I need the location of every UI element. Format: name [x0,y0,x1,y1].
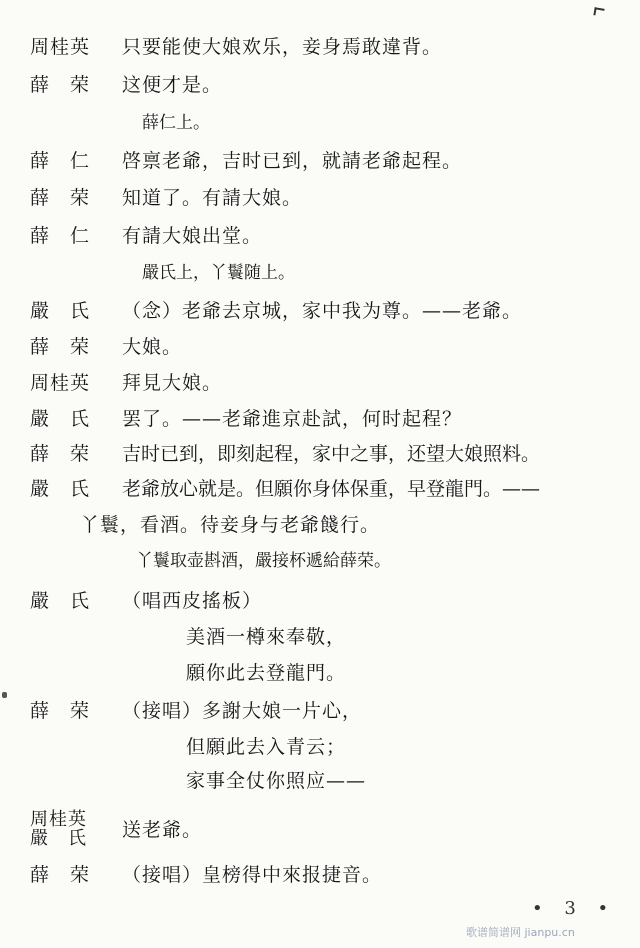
speaker-name: 嚴 氏 [30,478,91,500]
dialogue-line [0,221,640,251]
dialogue-text: （念）老爺去京城，家中我为尊。——老爺。 [122,300,523,322]
speaker-name: 周桂英 [30,809,87,830]
speaker-name: 嚴 氏 [30,300,91,322]
dialogue-text: 有請大娘出堂。 [122,225,263,247]
verse-line [0,732,640,762]
dialogue-line [0,439,640,469]
dialogue-text: 大娘。 [122,336,183,358]
stage-direction-line [0,546,640,576]
dialogue-line [0,696,640,726]
stage-direction: 丫鬟取壶斟酒，嚴接杯遞給薛荣。 [136,551,391,571]
corner-mark [593,7,604,17]
page-number: • 3 • [532,898,617,919]
verse-text: 但願此去入青云； [186,736,347,758]
speaker-name: 薛 荣 [30,443,91,465]
speaker-name: 嚴 氏 [30,590,91,612]
dialogue-text: 老爺放心就是。但願你身体保重，早登龍門。—— [122,478,541,500]
dialogue-text: （接唱）多謝大娘一片心， [122,700,363,722]
speaker-name: 周桂英 [30,372,91,394]
dialogue-line-joint [0,810,640,850]
joint-speakers [30,810,112,848]
speaker-name: 薛 荣 [30,336,91,358]
dialogue-line [0,368,640,398]
dialogue-text: 只要能使大娘欢乐，妾身焉敢違背。 [122,36,443,58]
dialogue-text: （唱西皮搖板） [122,590,263,612]
speaker-name: 薛 仁 [30,150,91,172]
dialogue-text: 啓禀老爺，吉时已到，就請老爺起程。 [122,150,463,172]
speaker-name: 薛 仁 [30,225,91,247]
dialogue-line [0,474,640,504]
dialogue-continuation-line [0,510,640,540]
speaker-name: 周桂英 [30,36,91,58]
stage-direction-line [0,108,640,138]
verse-line [0,658,640,688]
dialogue-line [0,586,640,616]
speaker-name: 薛 荣 [30,74,91,96]
dialogue-line [0,296,640,326]
dialogue-line [0,860,640,890]
verse-text: 願你此去登龍門。 [186,662,347,684]
verse-text: 美酒一樽來奉敬， [186,626,347,648]
dialogue-text: 吉时已到，即刻起程，家中之事，还望大娘照料。 [122,443,541,465]
stage-direction: 嚴氏上，丫鬟随上。 [142,263,295,283]
verse-text: 家事全仗你照应—— [186,770,367,792]
stage-direction: 薛仁上。 [142,113,210,133]
speaker-name: 薛 荣 [30,700,91,722]
dialogue-text: 送老爺。 [122,819,203,841]
verse-line [0,622,640,652]
dialogue-line [0,183,640,213]
watermark: 歌谱简谱网 jianpu.cn [466,926,575,939]
dialogue-text: 这便才是。 [122,74,223,96]
dialogue-text: 丫鬟，看酒。待妾身与老爺餞行。 [80,514,381,536]
verse-line [0,766,640,796]
dialogue-text: 罢了。——老爺進京赴試，何时起程？ [122,408,463,430]
speaker-name: 嚴 氏 [30,408,91,430]
dialogue-line [0,404,640,434]
stage-direction-line [0,258,640,288]
dialogue-line [0,32,640,62]
speaker-name: 薛 荣 [30,187,91,209]
dialogue-line [0,146,640,176]
dialogue-line [0,332,640,362]
speaker-name: 薛 荣 [30,864,91,886]
dialogue-text: 知道了。有請大娘。 [122,187,303,209]
speaker-name: 嚴 氏 [30,828,87,849]
dialogue-line [0,70,640,100]
dialogue-text: （接唱）皇榜得中來报捷音。 [122,864,383,886]
dialogue-text: 拜見大娘。 [122,372,223,394]
